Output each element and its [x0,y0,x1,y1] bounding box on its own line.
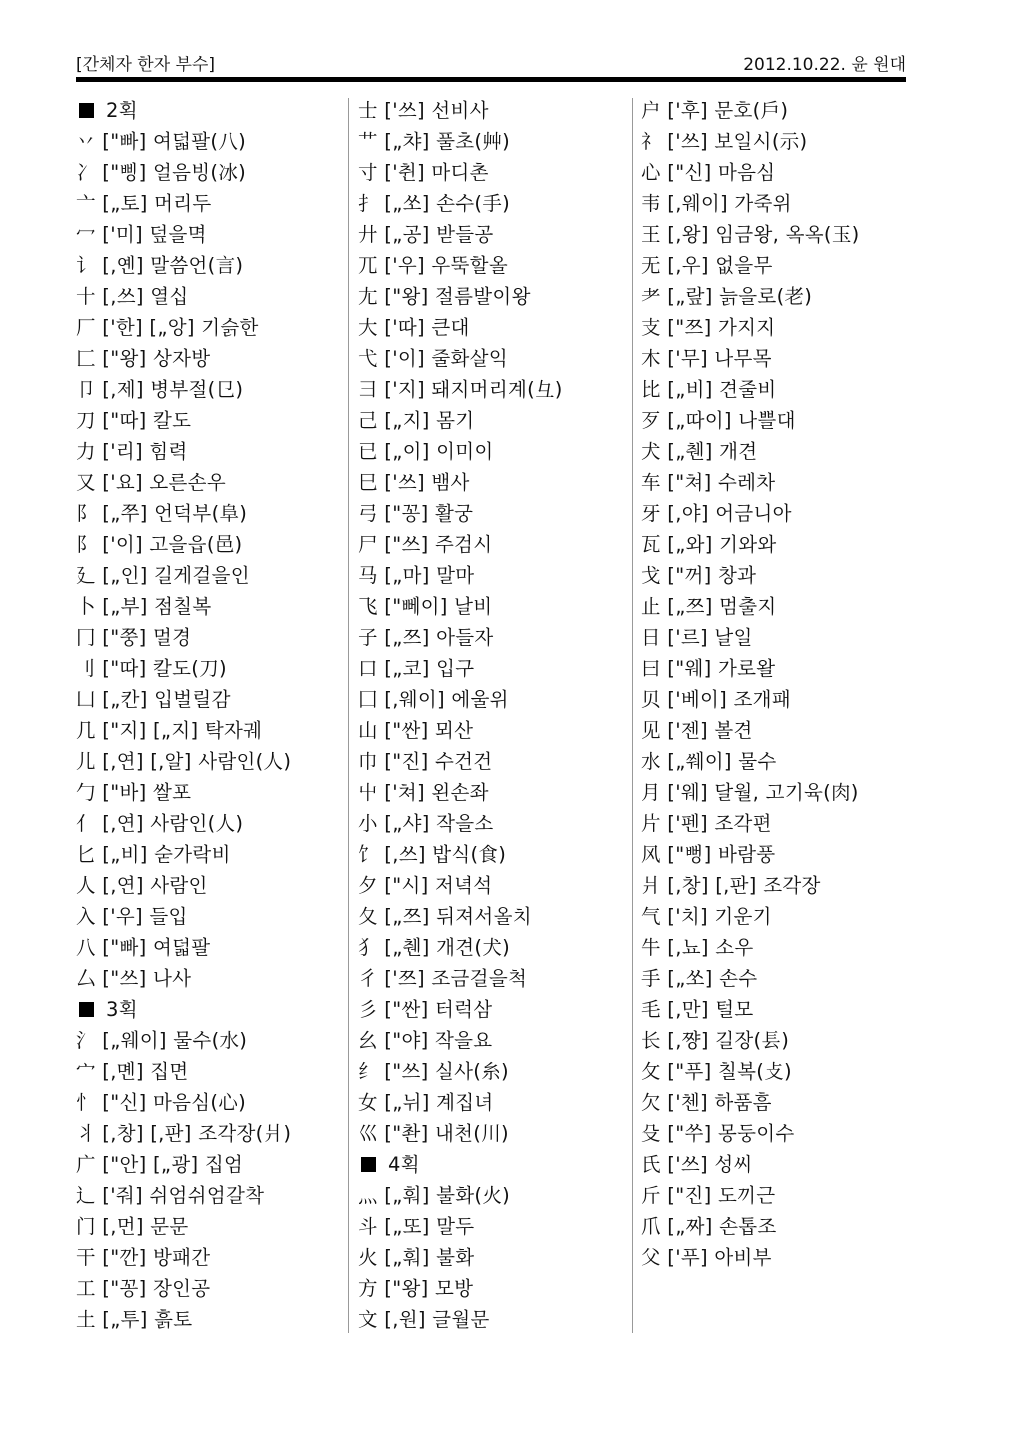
entry-text: 囗 [,웨이] 에울위 [358,688,509,711]
stroke-count-heading [76,95,346,126]
radical-entry [76,684,346,715]
entry-text: 氏 ['쓰] 성씨 [641,1153,753,1176]
entry-text: 又 ['요] 오른손우 [76,471,226,494]
entry-text: 卜 [„부] 점칠복 [76,595,212,618]
square-bullet-icon [79,103,94,118]
entry-text: 厂 ['한] [„앙] 기슭한 [76,316,259,339]
entry-text: 匕 [„비] 숟가락비 [76,843,231,866]
entry-text: 犭 [„췐] 개견(犬) [358,936,511,959]
entry-text: 辶 ['줘] 쉬엄쉬엄갈착 [76,1184,265,1207]
entry-text: 口 [„코] 입구 [358,657,475,680]
radical-entry [76,1273,346,1304]
radical-entry [641,126,911,157]
radical-entry [641,591,911,622]
radical-entry [641,529,911,560]
radical-entry [76,1304,346,1335]
entry-text: 卩 [,제] 병부절(㔾) [76,378,244,401]
radical-entry [358,560,628,591]
entry-text: 儿 [,연] [,알] 사람인(人) [76,750,292,773]
stroke-count-heading [76,994,346,1025]
radical-entry [76,870,346,901]
entry-text: 广 ["안] [„광] 집엄 [76,1153,244,1176]
entry-text: 干 ["깐] 방패간 [76,1246,211,1269]
entry-text: 巳 ['쓰] 뱀사 [358,471,470,494]
entry-text: 巾 ["진] 수건건 [358,750,493,773]
entry-text: 厶 ["쓰] 나사 [76,967,192,990]
entry-text: 贝 ['베이] 조개패 [641,688,791,711]
radical-entry [641,95,911,126]
radical-entry [76,498,346,529]
entry-text: 彳 ['쯔] 조금걸을척 [358,967,528,990]
entry-text: 曰 ["웨] 가로왈 [641,657,776,680]
entry-text: 无 [,우] 없을무 [641,254,773,277]
radical-entry [641,808,911,839]
header-rule [76,77,906,82]
entry-text: 弋 ['이] 줄화살익 [358,347,508,370]
radical-entry [76,529,346,560]
radical-entry [358,932,628,963]
entry-text: 巛 ["촨] 내천(川) [358,1122,509,1145]
radical-entry [358,250,628,281]
radical-entry [358,312,628,343]
entry-text: 毛 [,만] 털모 [641,998,754,1021]
entry-text: 尢 ["왕] 절름발이왕 [358,285,531,308]
entry-text: 小 [„샤] 작을소 [358,812,494,835]
radical-entry [358,95,628,126]
radical-entry [76,1211,346,1242]
entry-text: 月 ['웨] 달월, 고기육(肉) [641,781,859,804]
entry-text: 弓 ["꽁] 활궁 [358,502,474,525]
entry-text: 犬 [„췐] 개견 [641,440,758,463]
radical-entry [641,250,911,281]
radical-entry [76,126,346,157]
entry-text: 灬 [„훠] 불화(火) [358,1184,511,1207]
radical-entry [358,870,628,901]
entry-text: 工 ["꽁] 장인공 [76,1277,211,1300]
entry-text: 兀 ['우] 우뚝할올 [358,254,508,277]
radical-entry [641,1025,911,1056]
entry-text: 2획 [106,99,138,122]
entry-text: 八 ["빠] 여덟팔 [76,936,211,959]
radical-entry [76,560,346,591]
entry-text: 幺 ["야] 작을요 [358,1029,493,1052]
entry-text: 见 ['젠] 볼견 [641,719,753,742]
square-bullet-icon [361,1157,376,1172]
entry-text: 欠 ['첸] 하품흠 [641,1091,772,1114]
entry-text: 土 [„투] 흙토 [76,1308,193,1331]
entry-text: 力 ['리] 힘력 [76,440,188,463]
entry-text: 父 ['푸] 아비부 [641,1246,772,1269]
radical-entry [358,374,628,405]
radical-entry [76,1025,346,1056]
radical-entry [641,1087,911,1118]
radical-entry [358,1025,628,1056]
radical-entry [76,1180,346,1211]
radical-entry [76,1242,346,1273]
radical-entry [641,281,911,312]
radical-entry [358,591,628,622]
entry-text: 丬 [,창] [,판] 조각장(爿) [76,1122,292,1145]
radical-entry [641,312,911,343]
column-1 [76,95,346,1335]
entry-text: 3획 [106,998,138,1021]
page-header [76,50,906,74]
radical-entry [76,901,346,932]
radical-entry [641,343,911,374]
radical-entry [641,374,911,405]
radical-entry [358,684,628,715]
radical-entry [641,405,911,436]
radical-entry [641,1056,911,1087]
entry-text: 阝 ['이] 고을읍(邑) [76,533,243,556]
entry-text: 斗 [„또] 말두 [358,1215,475,1238]
radical-entry [76,436,346,467]
entry-text: 纟 ["쓰] 실사(糸) [358,1060,509,1083]
radical-entry [76,312,346,343]
entry-text: 支 ["쯔] 가지지 [641,316,776,339]
radical-entry [76,1056,346,1087]
radical-entry [76,374,346,405]
entry-text: 扌 [„쏘] 손수(手) [358,192,511,215]
radical-entry [641,1149,911,1180]
entry-text: 风 ["뻥] 바람풍 [641,843,776,866]
radical-entry [641,746,911,777]
radical-entry [76,219,346,250]
radical-entry [76,653,346,684]
entry-text: 耂 [„랖] 늙을로(老) [641,285,813,308]
entry-text: 士 ['쓰] 선비사 [358,99,489,122]
entry-text: 已 [„이] 이미이 [358,440,494,463]
radical-entry [358,157,628,188]
radical-entry [641,467,911,498]
radical-entry [76,932,346,963]
entry-text: 车 ["쳐] 수레차 [641,471,776,494]
entry-text: 水 [„쒜이] 물수 [641,750,777,773]
radical-entry [641,157,911,188]
entry-text: 冖 ['미] 덮을멱 [76,223,207,246]
entry-text: 止 [„쯔] 멈출지 [641,595,777,618]
radical-entry [358,529,628,560]
radical-entry [358,219,628,250]
entry-text: 廾 [„공] 받들공 [358,223,494,246]
entry-text: 气 ['치] 기운기 [641,905,772,928]
radical-entry [358,405,628,436]
radical-entry [641,777,911,808]
column-3 [641,95,911,1273]
entry-text: 勹 ["바] 쌀포 [76,781,192,804]
radical-entry [641,684,911,715]
entry-text: 牙 [,야] 어금니아 [641,502,792,525]
entry-text: 比 [„비] 견줄비 [641,378,777,401]
radical-entry [641,188,911,219]
radical-entry [358,1211,628,1242]
entry-text: 艹 [„챠] 풀초(艸) [358,130,511,153]
entry-text: 火 [„훠] 불화 [358,1246,475,1269]
entry-text: 门 [,먼] 문문 [76,1215,189,1238]
entry-text: 女 [„뉘] 계집녀 [358,1091,494,1114]
radical-entry [358,1242,628,1273]
square-bullet-icon [79,1002,94,1017]
radical-entry [358,808,628,839]
entry-text: 夂 [„쯔] 뒤져서올치 [358,905,532,928]
entry-text: 礻 ['쓰] 보일시(示) [641,130,808,153]
entry-text: 殳 ["쑤] 몽둥이수 [641,1122,795,1145]
radical-entry [76,839,346,870]
document-title: [간체자 한자 부수] [76,55,216,75]
radical-entry [358,281,628,312]
radical-entry [358,746,628,777]
radical-entry [76,467,346,498]
entry-text: 牛 [,뇨] 소우 [641,936,754,959]
radical-entry [358,467,628,498]
entry-text: 韦 [,웨이] 가죽위 [641,192,792,215]
radical-entry [76,343,346,374]
radical-entry [76,777,346,808]
entry-text: 彡 ["싼] 터럭삼 [358,998,493,1021]
radical-entry [641,901,911,932]
radical-entry [641,839,911,870]
radical-entry [76,963,346,994]
radical-entry [358,653,628,684]
entry-text: 夕 ["시] 저녁석 [358,874,493,897]
radical-entry [358,839,628,870]
radical-entry [641,1242,911,1273]
radical-entry [358,994,628,1025]
entry-text: 氵 [„웨이] 물수(水) [76,1029,248,1052]
entry-text: 爪 [„짜] 손톱조 [641,1215,777,1238]
radical-entry [358,1273,628,1304]
entry-text: 方 ["왕] 모방 [358,1277,474,1300]
entry-text: 阝 [„쭈] 언덕부(阜) [76,502,248,525]
entry-text: 斤 ["진] 도끼근 [641,1184,776,1207]
date-author: 2012.10.22. 윤 원대 [743,55,906,75]
entry-text: 戈 ["꺼] 창과 [641,564,757,587]
radical-entry [358,901,628,932]
radical-entry [358,498,628,529]
radical-entry [641,622,911,653]
radical-entry [76,1087,346,1118]
entry-text: 凵 [„칸] 입벌릴감 [76,688,231,711]
radical-entry [358,1180,628,1211]
entry-text: 文 [,원] 글월문 [358,1308,490,1331]
entry-text: 寸 ['췬] 마디촌 [358,161,489,184]
radical-entry [76,1118,346,1149]
entry-text: 亻 [,연] 사람인(人) [76,812,244,835]
entry-text: 彐 ['지] 돼지머리계(彑) [358,378,563,401]
radical-entry [358,622,628,653]
radical-entry [76,1149,346,1180]
radical-entry [641,932,911,963]
radical-entry [641,1118,911,1149]
entry-text: 廴 [„인] 길게걸을인 [76,564,250,587]
entry-text: 王 [,왕] 임금왕, 옥옥(玉) [641,223,860,246]
entry-text: 忄 ["신] 마음심(心) [76,1091,247,1114]
entry-text: 讠 [,옌] 말씀언(言) [76,254,244,277]
radical-entry [641,1211,911,1242]
radical-entry [358,715,628,746]
entry-text: 宀 [,몐] 집면 [76,1060,189,1083]
entry-text: 亠 [„토] 머리두 [76,192,212,215]
radical-entry [641,1180,911,1211]
radical-entry [641,560,911,591]
radical-entry [76,188,346,219]
radical-entry [358,188,628,219]
entry-text: 户 ['후] 문호(戶) [641,99,789,122]
radical-entry [358,963,628,994]
entry-text: 瓦 [„와] 기와와 [641,533,777,556]
radical-entry [76,591,346,622]
column-2 [358,95,628,1335]
radical-entry [641,715,911,746]
entry-text: 刂 ["따] 칼도(刀) [76,657,227,680]
entry-text: 歹 [„따이] 나쁠대 [641,409,796,432]
radical-entry [76,281,346,312]
radical-entry [76,715,346,746]
entry-text: 冂 ["쭝] 멀경 [76,626,192,649]
entry-text: 饣 [,쓰] 밥식(食) [358,843,507,866]
radical-entry [641,436,911,467]
radical-entry [76,405,346,436]
radical-entry [358,777,628,808]
entry-text: 尸 ["쓰] 주검시 [358,533,493,556]
radical-entry [358,436,628,467]
radical-entry [641,870,911,901]
radical-entry [358,343,628,374]
entry-text: 刀 ["따] 칼도 [76,409,192,432]
entry-text: 己 [„지] 몸기 [358,409,475,432]
radical-entry [358,1087,628,1118]
entry-text: 飞 ["뻬이] 날비 [358,595,493,618]
radical-entry [358,1056,628,1087]
entry-text: 大 ['따] 큰대 [358,316,470,339]
entry-text: 心 ["신] 마음심 [641,161,776,184]
entry-text: 冫 ["삥] 얼음빙(冰) [76,161,247,184]
entry-text: 匚 ["왕] 상자방 [76,347,211,370]
entry-text: 片 ['펜] 조각편 [641,812,772,835]
radical-entry [76,157,346,188]
entry-text: 长 [,쨩] 길장(镸) [641,1029,790,1052]
entry-text: 人 [,연] 사람인 [76,874,208,897]
radical-entry [641,653,911,684]
radical-entry [76,250,346,281]
radical-entry [641,994,911,1025]
radical-entry [641,219,911,250]
entry-text: 屮 ['쳐] 왼손좌 [358,781,489,804]
entry-text: 马 [„마] 말마 [358,564,475,587]
entry-text: 丷 ["빠] 여덟팔(八) [76,130,247,153]
entry-text: 4획 [388,1153,420,1176]
entry-text: 山 ["싼] 뫼산 [358,719,474,742]
entry-text: 几 ["지] [„지] 탁자궤 [76,719,263,742]
column-divider [348,98,349,1333]
stroke-count-heading [358,1149,628,1180]
radical-entry [358,1304,628,1335]
entry-text: 木 ['무] 나무목 [641,347,772,370]
entry-text: 攵 ["푸] 칠복(攴) [641,1060,792,1083]
radical-entry [76,808,346,839]
entry-text: 子 [„쯔] 아들자 [358,626,494,649]
entry-text: 十 [,쓰] 열십 [76,285,189,308]
entry-text: 入 ['우] 들입 [76,905,188,928]
entry-text: 日 ['르] 날일 [641,626,753,649]
radical-entry [358,126,628,157]
entry-text: 手 [„쏘] 손수 [641,967,758,990]
radical-entry [76,622,346,653]
radical-entry [641,963,911,994]
radical-entry [76,746,346,777]
column-divider [632,98,633,1333]
radical-entry [641,498,911,529]
entry-text: 爿 [,창] [,판] 조각장 [641,874,821,897]
radical-entry [358,1118,628,1149]
